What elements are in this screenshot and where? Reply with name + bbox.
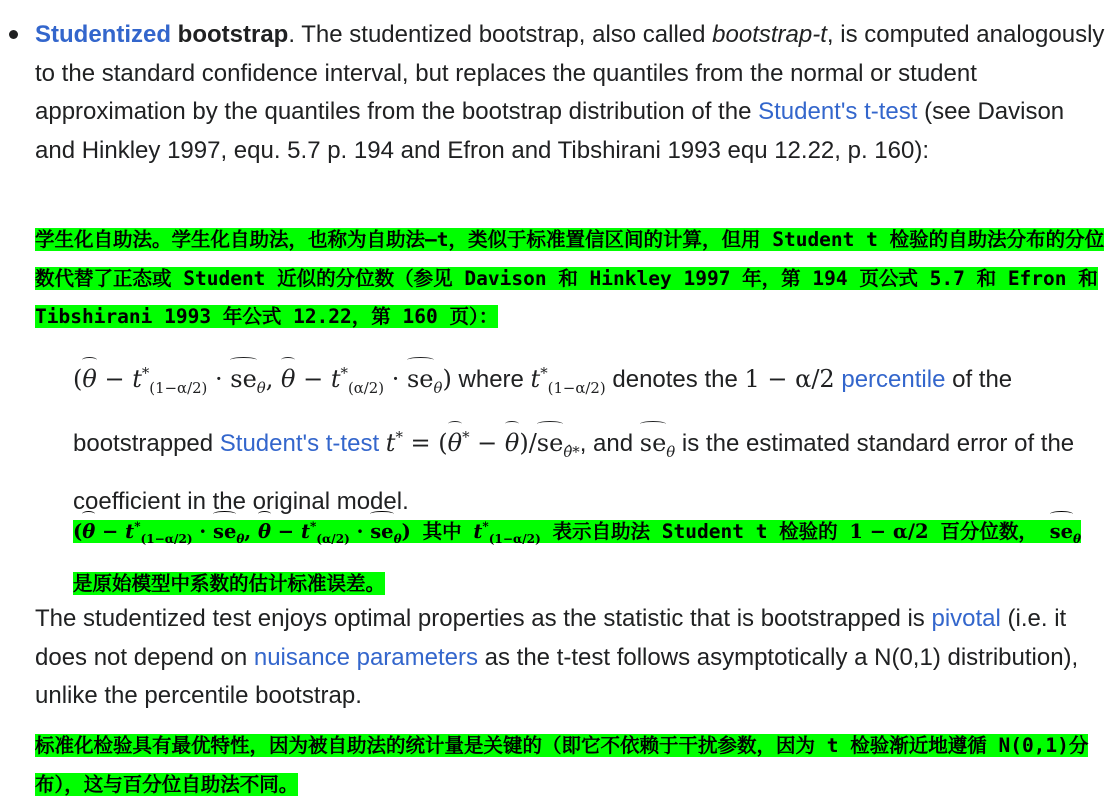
text: denotes the — [605, 366, 745, 393]
text: (see Davison and Hinkley 1997, equ. 5.7 p. 194 and Efron and Tibshirani 1993 equ 12.22, p. 160): — [35, 98, 1065, 164]
text: The studentized test enjoys optimal properties as the statistic that is bootstrapped is — [35, 605, 932, 632]
text: is the estimated standard error of the coefficient in the original model. — [73, 429, 1075, 515]
link-students-t-test[interactable]: Student's t-test — [758, 98, 918, 125]
highlighted-translation: 标准化检验具有最优特性，因为被自助法的统计量是关键的（即它不依赖于干扰参数，因为 t 检验渐近地遵循 N(0,1)分布），这与百分位自助法不同。 — [35, 734, 1089, 796]
translation-paragraph-1 — [35, 221, 1107, 337]
formula-interval: ($\theta - t^*_{(1-\alpha/2)} \cdot se_\theta$, $\theta - t^*_{(\alpha/2)} \cdot se_\theta$) — [73, 365, 452, 393]
formula-one-minus-alpha: 1 − α/2 — [744, 365, 835, 393]
paragraph-studentized-test — [35, 600, 1105, 716]
link-pivotal[interactable]: pivotal — [931, 605, 1001, 632]
list-bullet — [9, 30, 18, 39]
link-percentile[interactable]: percentile — [841, 366, 946, 393]
formula-se-theta: $se_\theta$ — [640, 429, 676, 457]
translation-paragraph-3 — [35, 727, 1107, 804]
text: as the t-test follows asymptotically a N(0,1) distribution), unlike the percentile bootstrap. — [35, 643, 1079, 709]
formula-t-star: $t^*_{(1-\alpha/2)}$ — [473, 519, 541, 546]
link-studentized[interactable]: Studentized — [35, 21, 171, 48]
text: (i.e. it does not depend on — [35, 605, 1067, 671]
formula-interval: ($\theta - t^*_{(1-\alpha/2)} \cdot se_\theta$, $\theta - t^*_{(\alpha/2)} \cdot se_\theta$) — [73, 520, 411, 543]
italic-term: bootstrap-t — [712, 21, 827, 48]
formula-t-statistic: $t^* = (\theta^* - \theta)/se_{\thetâ*}$ — [386, 429, 580, 457]
text: , is computed analogously to the standard confidence interval, but replaces the quantiles from the normal or student approximation by the quantiles from the bootstrap distribution of the — [35, 21, 1105, 125]
text: . The studentized bootstrap, also called — [288, 21, 713, 48]
translation-paragraph-2 — [73, 503, 1107, 607]
formula-one-minus-alpha: 1 − α/2 — [849, 519, 929, 543]
link-nuisance-parameters[interactable]: nuisance parameters — [253, 643, 478, 671]
term-bootstrap: bootstrap — [177, 21, 289, 48]
highlighted-translation: ($\theta - t^*_{(1-\alpha/2)} \cdot se_\theta$, $\theta - t^*_{(\alpha/2)} \cdot se_\theta$) 其中 $t^*_{(1-\alpha/2)}$ 表示自助法 Student t 检验的 1 − α/2 百分位数， $se_\theta$ 是原始模型中系数的估计标准误差。 — [73, 520, 1081, 596]
formula-t-star: $t^*_{(1-\alpha/2)}$ — [530, 364, 606, 397]
link-students-t-test-2[interactable]: Student's t-test — [219, 429, 380, 457]
text: of the bootstrapped — [73, 366, 1013, 457]
formula-paragraph — [73, 349, 1105, 526]
formula-se-theta: $se_\theta$ — [1050, 520, 1081, 543]
paragraph-studentized-bootstrap — [35, 16, 1105, 170]
text: , and — [579, 429, 640, 457]
text: where — [451, 366, 531, 393]
highlighted-translation: 学生化自助法。学生化自助法，也称为自助法—t，类似于标准置信区间的计算，但用 Student t 检验的自助法分布的分位数代替了正态或 Student 近似的分位数（参见 Davison 和 Hinkley 1997 年，第 194 页公式 5.7 和 Efron 和 Tibshirani 1993 年公式 12.22，第 160 页）： — [35, 228, 1105, 328]
